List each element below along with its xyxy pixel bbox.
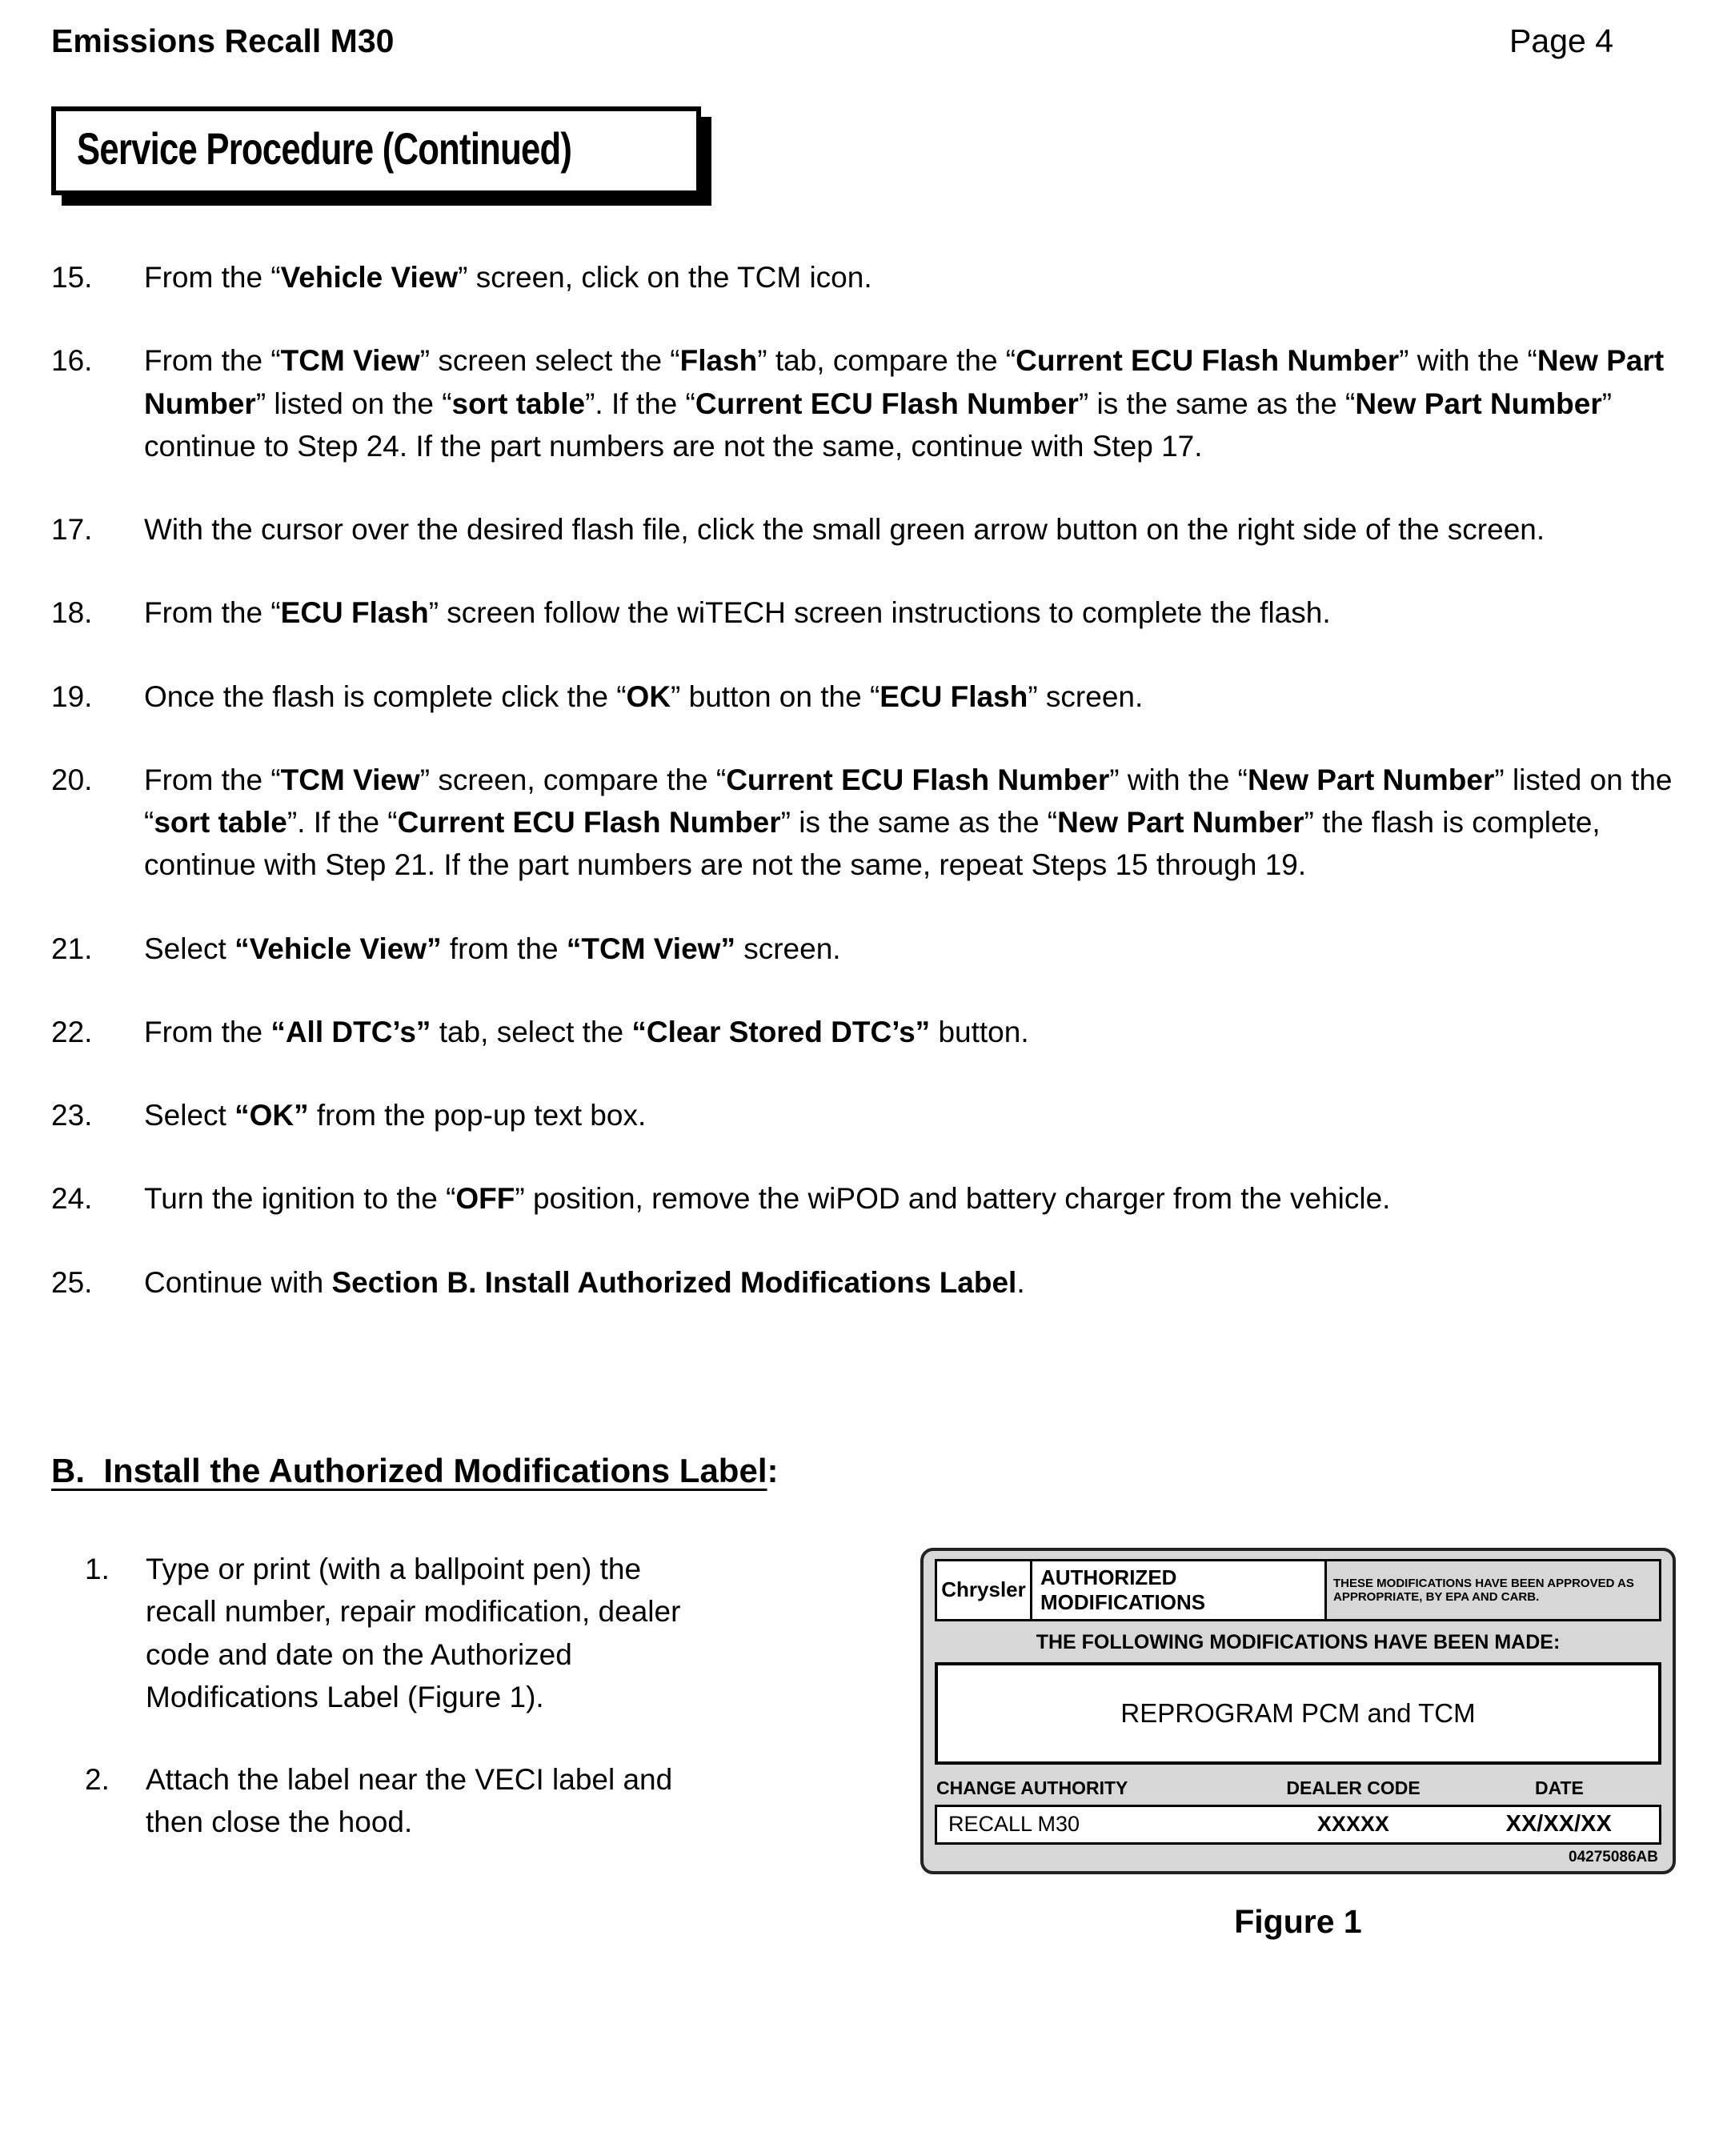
dealer-code-header: DEALER CODE <box>1286 1777 1420 1798</box>
step-text: Type or print (with a ballpoint pen) the recall number, repair modification, dealer code and date on the Authorized Modifications Label (Figure 1). <box>146 1552 681 1713</box>
step-text: With the cursor over the desired flash file, click the small green arrow button on the right side of the screen. <box>144 513 1545 547</box>
figure-1-caption: Figure 1 <box>1234 1902 1362 1940</box>
label-approval-text: THESE MODIFICATIONS HAVE BEEN APPROVED AS APPROPRIATE, BY EPA AND CARB. <box>1327 1559 1661 1621</box>
step-text: Attach the label near the VECI label and then close the hood. <box>146 1763 673 1839</box>
section-b-heading <box>51 1452 1676 1490</box>
change-authority-header: CHANGE AUTHORITY <box>936 1777 1128 1798</box>
label-part-code: 04275086AB <box>1569 1848 1658 1865</box>
date-header: DATE <box>1534 1777 1584 1798</box>
step-text: Once the flash is complete click the “OK” button on the “ECU Flash” screen. <box>144 679 1144 713</box>
procedure-step-25 <box>51 1261 1676 1304</box>
step-number: 2. <box>85 1763 110 1797</box>
procedure-step-20 <box>51 759 1676 887</box>
step-number: 19. <box>51 679 93 713</box>
label-column-headers <box>935 1777 1661 1805</box>
step-number: 18. <box>51 596 93 630</box>
procedure-steps-list <box>51 256 1676 1304</box>
step-number: 16. <box>51 344 93 378</box>
step-text: From the “Vehicle View” screen, click on the TCM icon. <box>144 261 872 294</box>
label-values-row <box>935 1805 1661 1845</box>
procedure-step-17 <box>51 508 1676 551</box>
step-text: Turn the ignition to the “OFF” position, remove the wiPOD and battery charger from the vehicle. <box>144 1182 1391 1216</box>
label-title: AUTHORIZED MODIFICATIONS <box>1032 1559 1327 1621</box>
authorized-modifications-label <box>920 1548 1676 1874</box>
step-number: 17. <box>51 513 93 547</box>
date-value: XX/XX/XX <box>1505 1811 1612 1837</box>
service-procedure-title: Service Procedure (Continued) <box>77 123 572 174</box>
label-header-row <box>935 1559 1661 1621</box>
figure-1-area <box>711 1548 1676 1941</box>
step-number: 20. <box>51 763 93 796</box>
section-b-heading-colon: : <box>767 1451 779 1489</box>
step-number: 22. <box>51 1015 93 1048</box>
procedure-step-22 <box>51 1011 1676 1053</box>
section-b-heading-text: B. Install the Authorized Modifications Label <box>51 1451 767 1489</box>
procedure-step-16 <box>51 339 1676 467</box>
document-title: Emissions Recall M30 <box>51 22 395 59</box>
procedure-step-21 <box>51 928 1676 970</box>
step-text: From the “All DTC’s” tab, select the “Clear Stored DTC’s” button. <box>144 1015 1029 1048</box>
procedure-step-18 <box>51 591 1676 634</box>
label-modification-text: REPROGRAM PCM and TCM <box>1120 1697 1476 1728</box>
service-procedure-box <box>51 106 701 195</box>
section-b-steps-list <box>51 1548 711 1884</box>
section-b-step-2 <box>85 1758 711 1844</box>
procedure-step-23 <box>51 1094 1676 1136</box>
step-text: Select “Vehicle View” from the “TCM View” screen. <box>144 932 841 965</box>
page-number: Page 4 <box>1509 22 1613 59</box>
step-number: 25. <box>51 1265 93 1299</box>
procedure-step-24 <box>51 1177 1676 1220</box>
chrysler-wordmark: Chrysler <box>935 1559 1032 1621</box>
label-subtitle: THE FOLLOWING MODIFICATIONS HAVE BEEN MADE: <box>1036 1630 1561 1653</box>
step-text: Select “OK” from the pop-up text box. <box>144 1099 647 1132</box>
step-text: From the “TCM View” screen select the “Flash” tab, compare the “Current ECU Flash Number” with the “New Part Number” listed on the “sort table”. If the “Current ECU Flash Number” is the same as the “New Part Number” continue to Step 24. If the part numbers are not the same, continue with Step 17. <box>144 344 1665 463</box>
procedure-step-15 <box>51 256 1676 299</box>
section-b-content <box>51 1548 1676 1941</box>
step-text: From the “ECU Flash” screen follow the wiTECH screen instructions to complete the flash. <box>144 596 1331 630</box>
change-authority-value: RECALL M30 <box>948 1812 1080 1837</box>
section-b-step-1 <box>85 1548 711 1718</box>
step-text: From the “TCM View” screen, compare the “Current ECU Flash Number” with the “New Part Number” listed on the “sort table”. If the “Current ECU Flash Number” is the same as the “New Part Number” the flash is complete, continue with Step 21. If the part numbers are not the same, repeat Steps 15 through 19. <box>144 763 1673 882</box>
step-number: 1. <box>85 1552 110 1585</box>
step-text: Continue with Section B. Install Authorized Modifications Label. <box>144 1265 1025 1299</box>
step-number: 21. <box>51 932 93 965</box>
step-number: 23. <box>51 1099 93 1132</box>
step-number: 15. <box>51 261 93 294</box>
step-number: 24. <box>51 1182 93 1216</box>
dealer-code-value: XXXXX <box>1316 1812 1389 1837</box>
procedure-step-19 <box>51 675 1676 718</box>
label-modification-box <box>935 1662 1661 1765</box>
page-header <box>51 22 1676 60</box>
